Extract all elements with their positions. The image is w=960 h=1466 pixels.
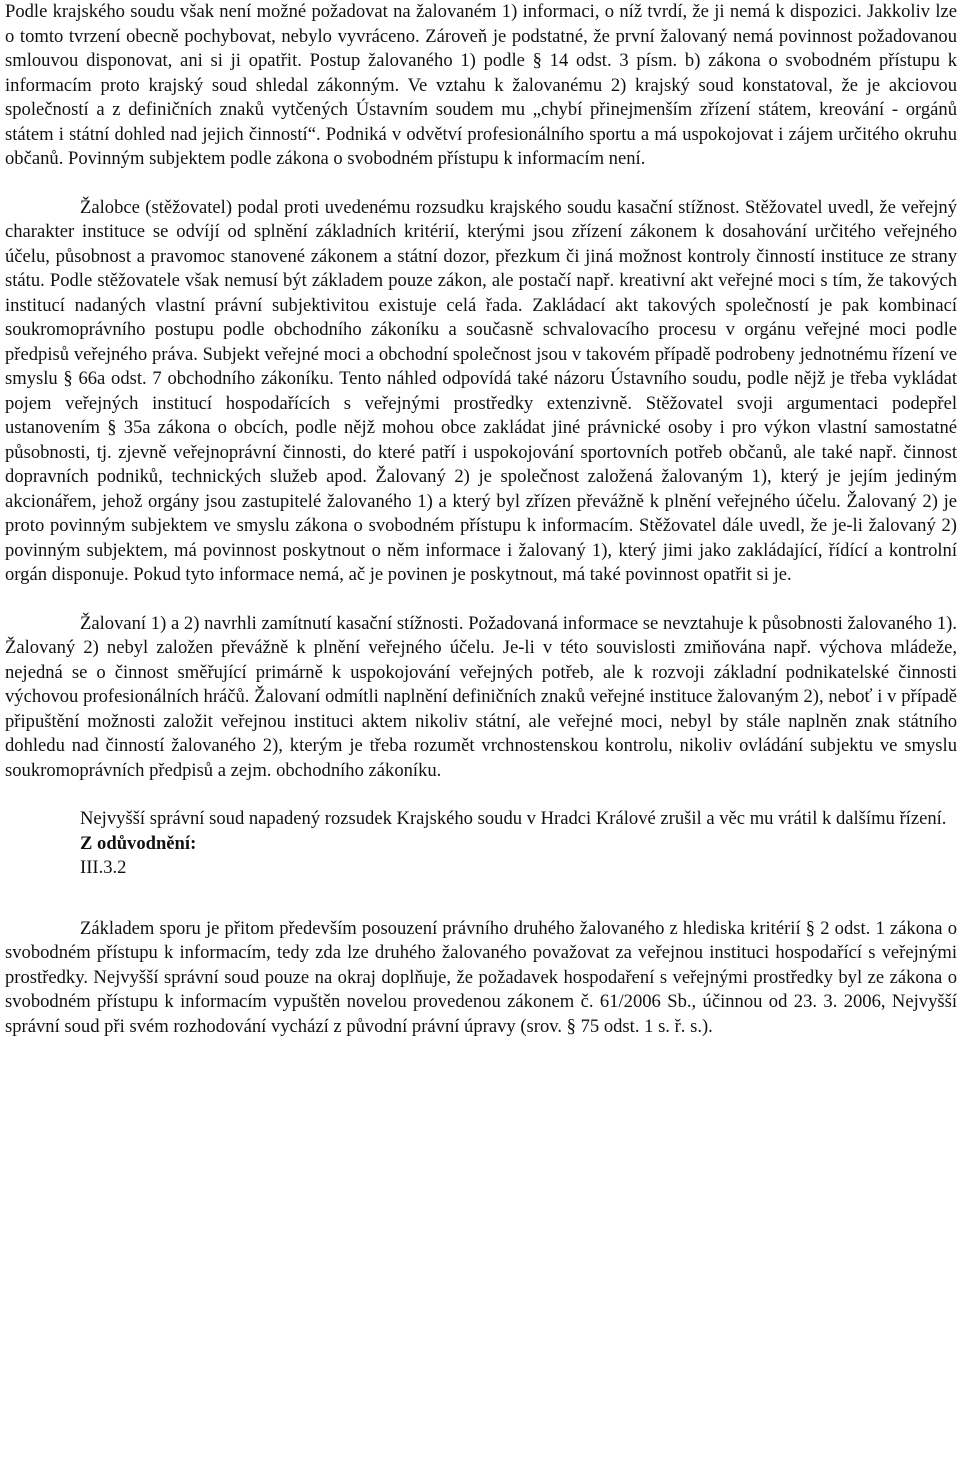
- paragraph-defendants-response: Žalovaní 1) a 2) navrhli zamítnutí kasační stížnosti. Požadovaná informace se nevztahuje k působnosti žalovaného 1). Žalovaný 2) nebyl založen převážně k plnění veřejného účelu. Je-li v této souvislosti zmiňována např. výchova mládeže, nejedná se o činnost směřující primárně k uspokojování veřejných potřeb, ale k rozvoji základní podnikatelské činnosti výchovou profesionálních hráčů. Žalovaní odmítli naplnění definičních znaků veřejné instituce žalovaným 2), neboť i v případě připuštění možnosti založit veřejnou instituci aktem nikoliv státní, ale veřejné moci, nebyl by stále naplněn znak státního dohledu nad činností žalovaného 2), kterým je třeba rozumět vrchnostenskou kontrolu, nikoliv ovládání subjektu ve smyslu soukromoprávních předpisů a zejm. obchodního zákoníku.: [5, 612, 957, 781]
- paragraph-cassation-complaint: Žalobce (stěžovatel) podal proti uvedenému rozsudku krajského soudu kasační stížnost. Stěžovatel uvedl, že veřejný charakter instituce se odvíjí od splnění základních kritérií, kterými jsou zřízení zákonem k dosahování určitého veřejného účelu, působnost a pravomoc stanovené zákonem a státní dozor, přezkum či jiná možnost kontroly činností instituce ze strany státu. Podle stěžovatele však nemusí být základem pouze zákon, ale postačí např. kreativní akt veřejné moci s tím, že takových institucí nadaných vlastní právní subjektivitou existuje celá řada. Zakládací akt takových společností je pak kombinací soukromoprávního postupu podle obchodního zákoníku a současně schvalovacího procesu v orgánu veřejné moci podle předpisů veřejného práva. Subjekt veřejné moci a obchodní společnost jsou v takovém případě podrobeny jednotnému řízení ve smyslu § 66a odst. 7 obchodního zákoníku. Tento náhled odpovídá také názoru Ústavního soudu, podle nějž je třeba vykládat pojem veřejných institucí hospodařících s veřejnými prostředky extenzivně. Stěžovatel svoji argumentaci podepřel ustanovením § 35a zákona o obcích, podle nějž mohou obce zakládat jiné právnické osoby i pro výkon vlastní samostatné působnosti, tj. zjevně veřejnoprávní činnosti, do které patří i uspokojování sportovních potřeb občanů, ale také např. činnost dopravních podniků, technických služeb apod. Žalovaný 2) je společnost založená žalovaným 1), který je jejím jediným akcionářem, jehož orgány jsou zastupitelé žalovaného 1) a který byl zřízen převážně k plnění veřejného účelu. Žalovaný 2) je proto povinným subjektem ve smyslu zákona o svobodném přístupu k informacím. Stěžovatel dále uvedl, že je-li žalovaný 2) povinným subjektem, má povinnost poskytnout o něm informace i žalovaný 1), který jimi jako zakládající, řídící a kontrolní orgán disponuje. Pokud tyto informace nemá, ač je povinen je poskytnout, má také povinnost opatřit si je.: [5, 196, 957, 585]
- paragraph-dispute-basis: Základem sporu je přitom především posouzení právního druhého žalovaného z hlediska kritérií § 2 odst. 1 zákona o svobodném přístupu k informacím, tedy zda lze druhého žalovaného považovat za veřejnou instituci hospodařící s veřejnými prostředky. Nejvyšší správní soud pouze na okraj doplňuje, že požadavek hospodaření s veřejnými prostředky byl ze zákona o svobodném přístupu k informacím vypuštěn novelou provedenou zákonem č. 61/2006 Sb., účinnou od 23. 3. 2006, Nejvyšší správní soud při svém rozhodování vychází z původní právní úpravy (srov. § 75 odst. 1 s. ř. s.).: [5, 917, 957, 1037]
- document-page: [5, 0, 957, 1039]
- section-number: III.3.2: [80, 857, 127, 878]
- paragraph-regional-court-reasoning: Podle krajského soudu však není možné požadovat na žalovaném 1) informaci, o níž tvrdí, že ji nemá k dispozici. Jakkoliv lze o tomto tvrzení obecně pochybovat, nebylo vyvráceno. Zároveň je podstatné, že první žalovaný nemá povinnost požadovanou smlouvou disponovat, ani si ji opatřit. Postup žalovaného 1) podle § 14 odst. 3 písm. b) zákona o svobodném přístupu k informacím proto krajský soud shledal zákonným. Ve vztahu k žalovanému 2) krajský soud konstatoval, že je akciovou společností a z definičních znaků vytčených Ústavním soudem mu „chybí přinejmenším zřízení státem, kreování - orgánů státem i státní dohled nad jejich činností“. Podniká v odvětví profesionálního sportu a má uspokojovat i zájem určitého okruhu občanů. Povinným subjektem podle zákona o svobodném přístupu k informacím není.: [5, 1, 957, 169]
- reasoning-heading: Z odůvodnění:: [80, 832, 197, 854]
- paragraph-supreme-court-decision: Nejvyšší správní soud napadený rozsudek Krajského soudu v Hradci Králové zrušil a věc mu vrátil k dalšímu řízení.: [80, 808, 947, 829]
